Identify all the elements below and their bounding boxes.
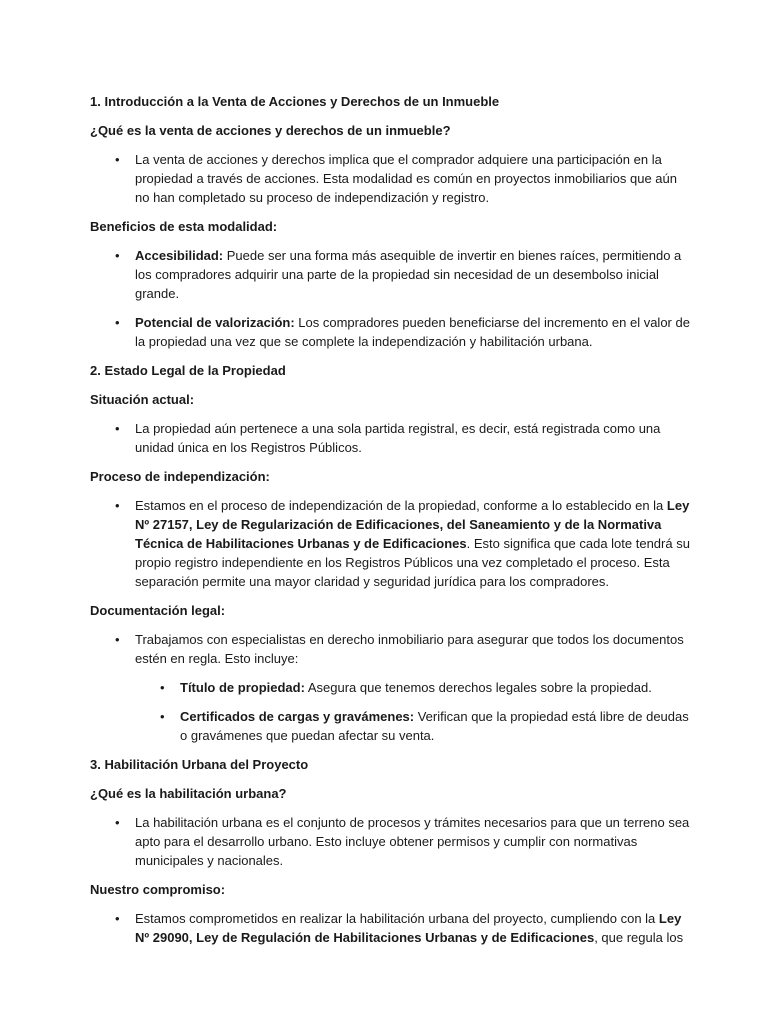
benefit-text: Puede ser una forma más asequible de invertir en bienes raíces, permitiendo a los compradores adquirir una parte de la propiedad sin necesidad de un desembolso inicial grande.: [135, 248, 682, 301]
independization-heading: Proceso de independización:: [90, 469, 270, 484]
list-item: [160, 678, 690, 697]
section-3-question: ¿Qué es la habilitación urbana?: [90, 786, 287, 801]
section-1-title: 1. Introducción a la Venta de Acciones y Derechos de un Inmueble: [90, 94, 500, 109]
paragraph-text: , que regula los: [594, 930, 684, 945]
paragraph-text: . Esto significa que cada lote tendrá su propio registro independiente en los Registros Públicos una vez completado el proceso. Esta separación permite una mayor claridad y seguridad jurídica para los compradores.: [135, 536, 690, 589]
bullet-icon: •: [115, 248, 120, 263]
list-item: [115, 630, 690, 668]
section-2-title: 2. Estado Legal de la Propiedad: [90, 363, 286, 378]
list-item: [160, 707, 690, 745]
paragraph-text: La propiedad aún pertenece a una sola partida registral, es decir, está registrada como una unidad única en los Registros Públicos.: [135, 421, 661, 455]
law-reference: Ley Nº 29090, Ley de Regulación de Habilitaciones Urbanas y de Edificaciones: [135, 911, 682, 945]
section-3-title: 3. Habilitación Urbana del Proyecto: [90, 757, 309, 772]
section-1-question: ¿Qué es la venta de acciones y derechos de un inmueble?: [90, 123, 451, 138]
list-item: [115, 150, 690, 207]
benefits-heading: Beneficios de esta modalidad:: [90, 219, 278, 234]
paragraph-text: Estamos comprometidos en realizar la habilitación urbana del proyecto, cumpliendo con la: [135, 911, 659, 926]
section-1-list: [90, 150, 690, 207]
list-item: [115, 246, 690, 303]
commitment-heading: Nuestro compromiso:: [90, 882, 226, 897]
benefit-text: Los compradores pueden beneficiarse del incremento en el valor de la propiedad una vez que se complete la independización y habilitación urbana.: [135, 315, 690, 349]
doc-label: Certificados de cargas y gravámenes:: [180, 709, 415, 724]
paragraph-text: Estamos en el proceso de independización de la propiedad, conforme a lo establecido en la: [135, 498, 667, 513]
current-situation-heading: Situación actual:: [90, 392, 195, 407]
bullet-icon: •: [115, 815, 120, 830]
paragraph-text: Trabajamos con especialistas en derecho inmobiliario para asegurar que todos los documentos estén en regla. Esto incluye:: [135, 632, 684, 666]
doc-text: Verifican que la propiedad está libre de deudas o gravámenes que puedan afectar su venta.: [180, 709, 689, 743]
bullet-icon: •: [115, 911, 120, 926]
bullet-icon: •: [160, 680, 165, 695]
bullet-icon: •: [115, 152, 120, 167]
legal-docs-nested-list: [90, 678, 690, 745]
benefit-label: Accesibilidad:: [135, 248, 224, 263]
law-reference: Ley Nº 27157, Ley de Regularización de Edificaciones, del Saneamiento y de la Normativa Técnica de Habilitaciones Urbanas y de Edificaciones: [135, 498, 690, 551]
list-item: [115, 419, 690, 457]
bullet-icon: •: [115, 421, 120, 436]
bullet-icon: •: [115, 315, 120, 330]
urban-habilitation-list: [90, 813, 690, 870]
list-item: [115, 909, 690, 947]
commitment-list: [90, 909, 690, 947]
doc-text: Asegura que tenemos derechos legales sobre la propiedad.: [304, 680, 652, 695]
legal-docs-heading: Documentación legal:: [90, 603, 226, 618]
list-item: [115, 813, 690, 870]
current-situation-list: [90, 419, 690, 457]
bullet-icon: •: [160, 709, 165, 724]
list-item: [115, 313, 690, 351]
paragraph-text: La venta de acciones y derechos implica que el comprador adquiere una participación en la propiedad a través de acciones. Esta modalidad es común en proyectos inmobiliarios que aún no han completado su proceso de independización y registro.: [135, 152, 677, 205]
benefits-list: [90, 246, 690, 351]
doc-label: Título de propiedad:: [180, 680, 305, 695]
legal-docs-list: [90, 630, 690, 668]
benefit-label: Potencial de valorización:: [135, 315, 295, 330]
list-item: [115, 496, 690, 591]
bullet-icon: •: [115, 632, 120, 647]
independization-list: [90, 496, 690, 591]
paragraph-text: La habilitación urbana es el conjunto de procesos y trámites necesarios para que un terreno sea apto para el desarrollo urbano. Esto incluye obtener permisos y cumplir con normativas municipales y nacionales.: [135, 815, 690, 868]
bullet-icon: •: [115, 498, 120, 513]
document-page: [90, 92, 690, 957]
